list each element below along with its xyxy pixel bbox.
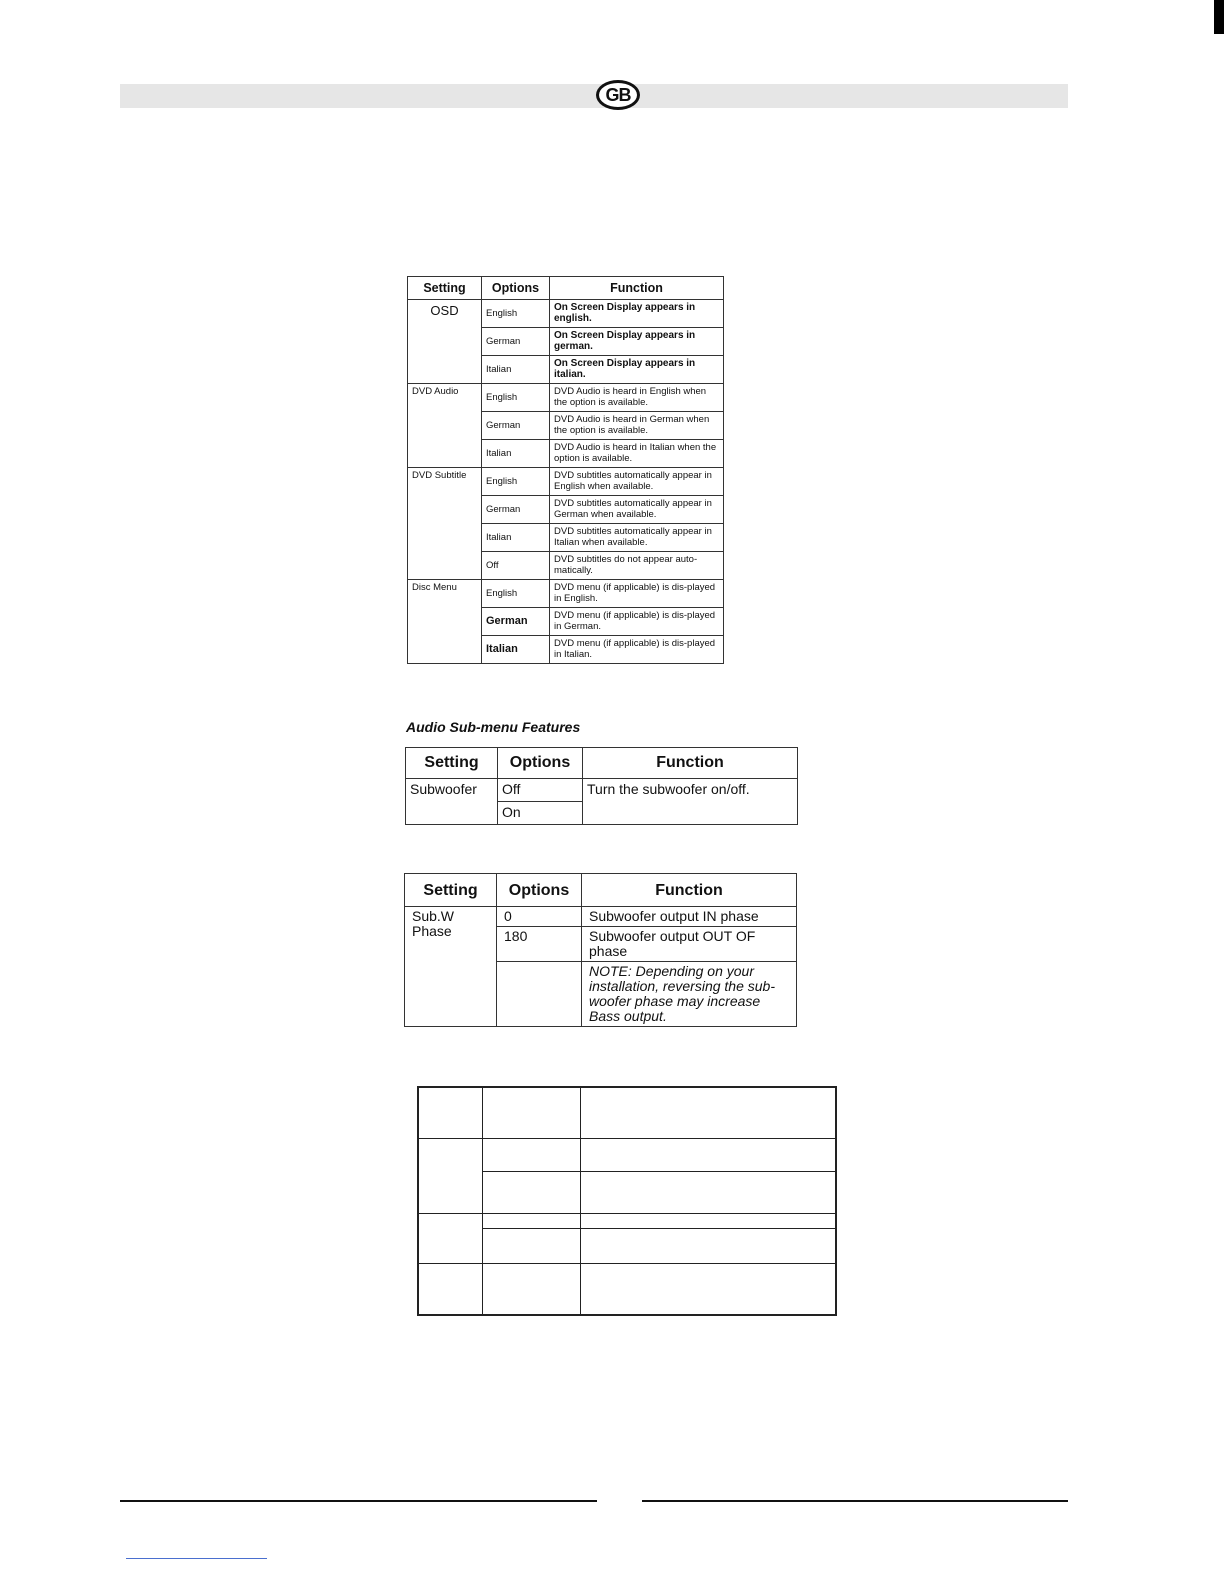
setting-disc-menu: Disc Menu	[408, 580, 482, 664]
function-cell: On Screen Display appears in italian.	[550, 356, 724, 384]
empty-cell	[482, 1214, 580, 1229]
function-cell: DVD subtitles automatically appear in Italian when available.	[550, 524, 724, 552]
function-cell: DVD menu (if applicable) is dis-played in Italian.	[550, 636, 724, 664]
empty-cell	[580, 1264, 836, 1316]
setting-dvd-subtitle: DVD Subtitle	[408, 468, 482, 580]
option-cell: English	[482, 580, 550, 608]
header-setting: Setting	[408, 277, 482, 300]
option-cell	[497, 962, 582, 1027]
table-header-row	[406, 748, 798, 779]
function-cell: DVD subtitles do not appear auto-matically.	[550, 552, 724, 580]
header-options: Options	[482, 277, 550, 300]
setting-subwoofer: Subwoofer	[406, 779, 498, 825]
empty-cell	[580, 1087, 836, 1139]
setting-osd: OSD	[408, 300, 482, 384]
table-row	[418, 1214, 836, 1229]
header-options: Options	[498, 748, 583, 779]
table-row	[418, 1139, 836, 1172]
option-cell: Italian	[482, 440, 550, 468]
footer-link-underline[interactable]	[126, 1558, 267, 1559]
general-settings-table	[407, 276, 724, 664]
function-cell: Subwoofer output IN phase	[582, 907, 797, 927]
table-row	[406, 779, 798, 802]
empty-cell	[482, 1264, 580, 1316]
function-cell: Subwoofer output OUT OF phase	[582, 927, 797, 962]
footer-rule-right	[642, 1500, 1068, 1502]
function-cell: DVD menu (if applicable) is dis-played in English.	[550, 580, 724, 608]
option-cell: 0	[497, 907, 582, 927]
empty-cell	[580, 1229, 836, 1264]
option-cell: Italian	[482, 636, 550, 664]
table-row	[408, 384, 724, 412]
header-band	[120, 84, 1068, 108]
table-row	[418, 1264, 836, 1316]
option-cell: English	[482, 384, 550, 412]
option-cell: Italian	[482, 356, 550, 384]
header-setting: Setting	[405, 874, 497, 907]
table-header-row	[405, 874, 797, 907]
function-cell: DVD Audio is heard in English when the option is available.	[550, 384, 724, 412]
option-cell: German	[482, 608, 550, 636]
empty-cell	[482, 1229, 580, 1264]
option-cell: 180	[497, 927, 582, 962]
function-cell: On Screen Display appears in english.	[550, 300, 724, 328]
subwoofer-phase-table	[404, 873, 797, 1027]
gb-language-badge: GB	[596, 80, 640, 110]
header-function: Function	[582, 874, 797, 907]
empty-cell	[418, 1139, 482, 1214]
option-cell: Italian	[482, 524, 550, 552]
empty-cell	[482, 1139, 580, 1172]
option-cell: German	[482, 496, 550, 524]
function-cell: DVD Audio is heard in German when the option is available.	[550, 412, 724, 440]
table-header-row	[408, 277, 724, 300]
function-cell: DVD Audio is heard in Italian when the option is available.	[550, 440, 724, 468]
function-cell: DVD subtitles automatically appear in German when available.	[550, 496, 724, 524]
header-function: Function	[550, 277, 724, 300]
option-cell: German	[482, 328, 550, 356]
function-cell: Turn the subwoofer on/off.	[583, 779, 798, 825]
empty-cell	[580, 1139, 836, 1172]
option-cell: English	[482, 468, 550, 496]
audio-submenu-caption: Audio Sub-menu Features	[406, 719, 581, 735]
table-row	[408, 300, 724, 328]
page-edge-marker	[1214, 0, 1224, 34]
setting-sub-w-phase: Sub.W Phase	[405, 907, 497, 1027]
empty-cell	[418, 1214, 482, 1264]
function-cell: DVD subtitles automatically appear in English when available.	[550, 468, 724, 496]
note-cell: NOTE: Depending on your installation, reversing the sub-woofer phase may increase Bass output.	[582, 962, 797, 1027]
header-function: Function	[583, 748, 798, 779]
subwoofer-table	[405, 747, 798, 825]
header-options: Options	[497, 874, 582, 907]
empty-cell	[580, 1172, 836, 1214]
empty-cell	[418, 1087, 482, 1139]
empty-table-grid	[417, 1086, 837, 1316]
option-cell: On	[498, 802, 583, 825]
option-cell: German	[482, 412, 550, 440]
table-row	[418, 1087, 836, 1139]
table-row	[405, 907, 797, 927]
setting-dvd-audio: DVD Audio	[408, 384, 482, 468]
header-setting: Setting	[406, 748, 498, 779]
option-cell: Off	[498, 779, 583, 802]
option-cell: English	[482, 300, 550, 328]
function-cell: DVD menu (if applicable) is dis-played in German.	[550, 608, 724, 636]
table-row	[408, 468, 724, 496]
empty-cell	[418, 1264, 482, 1316]
function-cell: On Screen Display appears in german.	[550, 328, 724, 356]
empty-cell	[482, 1172, 580, 1214]
footer-rule-left	[120, 1500, 597, 1502]
option-cell: Off	[482, 552, 550, 580]
empty-cell	[482, 1087, 580, 1139]
empty-cell	[580, 1214, 836, 1229]
table-row	[408, 580, 724, 608]
